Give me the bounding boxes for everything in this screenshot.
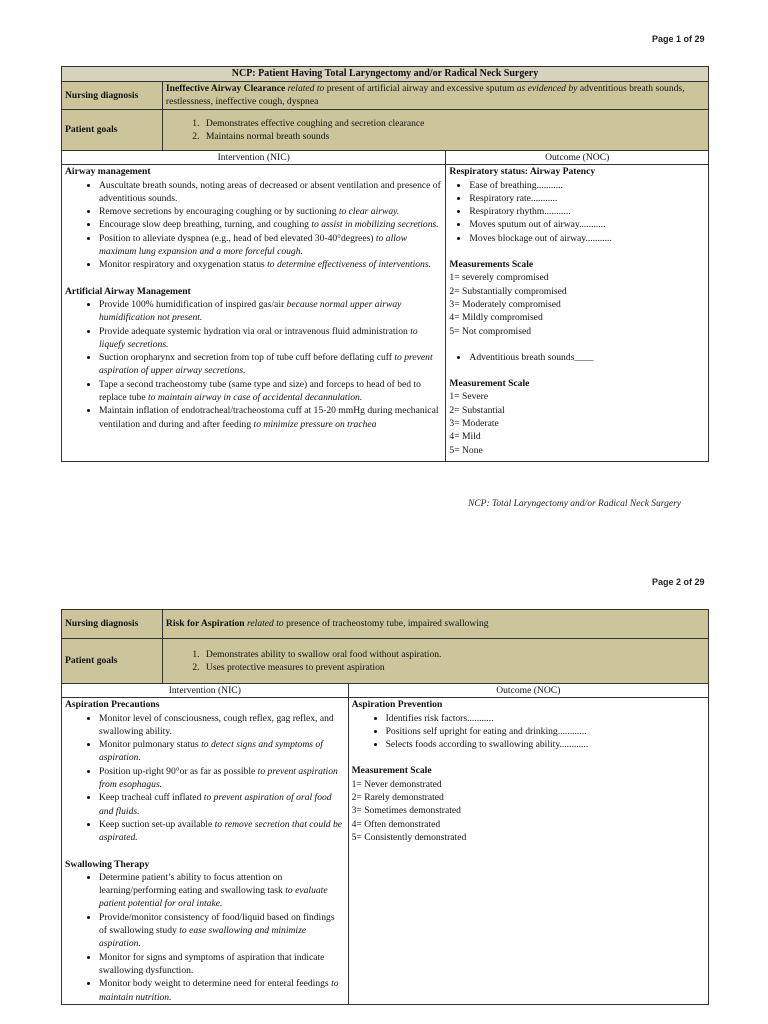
scale-title: Measurement Scale <box>351 765 432 777</box>
goal-item: 1. Demonstrates ability to swallow oral food without aspiration. <box>202 648 705 661</box>
patient-goals <box>162 639 708 684</box>
outcome-header: Outcome (NOC) <box>446 151 709 165</box>
list-item: • Determine patient’s ability to focus attention on learning/performing eating and swallowing task to evaluate patient potential for oral intake. <box>99 871 345 911</box>
nursing-diagnosis-text: Risk for Aspiration related to presence of tracheostomy tube, impaired swallowing <box>162 610 708 639</box>
list-item: • Provide adequate systemic hydration via oral or intravenous fluid administration to liquefy secretions. <box>99 325 442 352</box>
list-item: • Monitor pulmonary status to detect signs and symptoms of aspiration. <box>99 738 345 765</box>
list-item: • Ease of breathing........... <box>469 179 705 192</box>
table-title: NCP: Patient Having Total Laryngectomy and/or Radical Neck Surgery <box>62 67 709 82</box>
list-item: • Position up-right 90°or as far as possible to prevent aspiration from esophagus. <box>99 765 345 792</box>
list-item: • Encourage slow deep breathing, turning, and coughing to assist in mobilizing secretions. <box>99 218 442 231</box>
intervention-header: Intervention (NIC) <box>62 684 349 698</box>
list-item: • Auscultate breath sounds, noting areas of decreased or absent ventilation and presence of adventitious sounds. <box>99 179 442 206</box>
section-title-aspiration-precautions: Aspiration Precautions <box>65 699 160 711</box>
outcome-list <box>449 179 705 245</box>
care-plan-table-1 <box>61 66 709 462</box>
scale-title: Measurements Scale <box>449 259 534 271</box>
list-item: • Adventitious breath sounds____ <box>469 351 705 364</box>
list-item: • Monitor body weight to determine need for enteral feedings to maintain nutrition. <box>99 977 345 1004</box>
section-title-artificial-airway: Artificial Airway Management <box>65 285 191 297</box>
artificial-airway-list <box>65 298 442 431</box>
intervention-header: Intervention (NIC) <box>62 151 446 165</box>
section-title-swallowing-therapy: Swallowing Therapy <box>65 858 150 870</box>
list-item: • Positions self upright for eating and drinking............ <box>386 725 705 738</box>
list-item: • Monitor for signs and symptoms of aspiration that indicate swallowing dysfunction. <box>99 951 345 978</box>
nursing-diagnosis-text: Ineffective Airway Clearance related to present of artificial airway and excessive sputum as evidenced by adventitious breath sounds, restlessness, ineffective cough, dyspnea <box>162 82 708 110</box>
scale-item: 3= Sometimes demonstrated <box>351 805 461 817</box>
outcome-list <box>352 712 705 752</box>
scale-item: 2= Substantially compromised <box>449 285 567 297</box>
goal-item: 2. Uses protective measures to prevent aspiration <box>202 661 705 674</box>
scale-item: 5= Not compromised <box>449 325 532 337</box>
goal-item: 1. Demonstrates effective coughing and secretion clearance <box>202 117 705 130</box>
list-item: • Identifies risk factors........... <box>386 712 705 725</box>
outcome-header: Outcome (NOC) <box>348 684 708 698</box>
outcome-cell <box>348 698 708 1005</box>
scale-item: 2= Substantial <box>449 404 505 416</box>
scale-item: 5= None <box>449 444 483 456</box>
scale-title: Measurement Scale <box>449 378 530 390</box>
care-plan-table-2 <box>61 609 709 1005</box>
nursing-diagnosis-label: Nursing diagnosis <box>62 82 163 110</box>
patient-goals-label: Patient goals <box>62 639 163 684</box>
scale-item: 4= Mildly compromised <box>449 312 543 324</box>
list-item: • Position to alleviate dyspnea (e.g., head of bed elevated 30-40°degrees) to allow maximum lung expansion and a more forceful cough. <box>99 232 442 259</box>
list-item: • Respiratory rhythm........... <box>469 205 705 218</box>
patient-goals-label: Patient goals <box>62 110 163 151</box>
scale-item: 1= Never demonstrated <box>351 778 442 790</box>
goal-item: 2. Maintains normal breath sounds <box>202 130 705 143</box>
scale-item: 5= Consistently demonstrated <box>351 831 467 843</box>
adventitious-list <box>449 351 705 364</box>
patient-goals <box>162 110 708 151</box>
list-item: • Provide/monitor consistency of food/liquid based on findings of swallowing study to ease swallowing and minimize aspiration. <box>99 911 345 951</box>
list-item: • Moves sputum out of airway........... <box>469 218 705 231</box>
list-item: • Remove secretions by encouraging coughing or by suctioning to clear airway. <box>99 205 442 218</box>
list-item: • Keep tracheal cuff inflated to prevent aspiration of oral food and fluids. <box>99 791 345 818</box>
scale-item: 4= Mild <box>449 431 481 443</box>
list-item: • Maintain inflation of endotracheal/tracheostoma cuff at 15-20 mmHg during mechanical ventilation and during and after feeding to minimize pressure on trachea <box>99 404 442 431</box>
outcome-cell <box>446 165 709 462</box>
list-item: • Suction oropharynx and secretion from top of tube cuff before deflating cuff to prevent aspiration of upper airway secretions. <box>99 351 442 378</box>
list-item: • Selects foods according to swallowing ability............ <box>386 738 705 751</box>
outcome-title: Respiratory status: Airway Patency <box>449 166 596 178</box>
swallowing-therapy-list <box>65 871 345 1004</box>
nursing-diagnosis-label: Nursing diagnosis <box>62 610 163 639</box>
outcome-title: Aspiration Prevention <box>351 699 443 711</box>
list-item: • Moves blockage out of airway........... <box>469 232 705 245</box>
page-footer: NCP: Total Laryngectomy and/or Radical Neck Surgery <box>468 499 682 509</box>
section-title-airway-management: Airway management <box>65 166 151 178</box>
page-number: Page 2 of 29 <box>652 577 705 587</box>
list-item: • Tape a second tracheostomy tube (same type and size) and forceps to head of bed to replace tube to maintain airway in case of accidental decannulation. <box>99 378 442 405</box>
scale-item: 1= severely compromised <box>449 272 549 284</box>
list-item: • Keep suction set-up available to remove secretion that could be aspirated. <box>99 818 345 845</box>
intervention-cell <box>62 698 349 1005</box>
list-item: • Respiratory rate........... <box>469 192 705 205</box>
page-number: Page 1 of 29 <box>652 34 705 44</box>
list-item: • Monitor level of consciousness, cough reflex, gag reflex, and swallowing ability. <box>99 712 345 739</box>
list-item: • Provide 100% humidification of inspired gas/air because normal upper airway humidification not present. <box>99 298 442 325</box>
scale-item: 3= Moderate <box>449 418 499 430</box>
aspiration-precautions-list <box>65 712 345 845</box>
airway-management-list <box>65 179 442 272</box>
list-item: • Monitor respiratory and oxygenation status to determine effectiveness of interventions. <box>99 258 442 271</box>
scale-item: 2= Rarely demonstrated <box>351 792 444 804</box>
scale-item: 3= Moderately compromised <box>449 298 561 310</box>
scale-item: 1= Severe <box>449 391 489 403</box>
scale-item: 4= Often demonstrated <box>351 818 441 830</box>
intervention-cell <box>62 165 446 462</box>
